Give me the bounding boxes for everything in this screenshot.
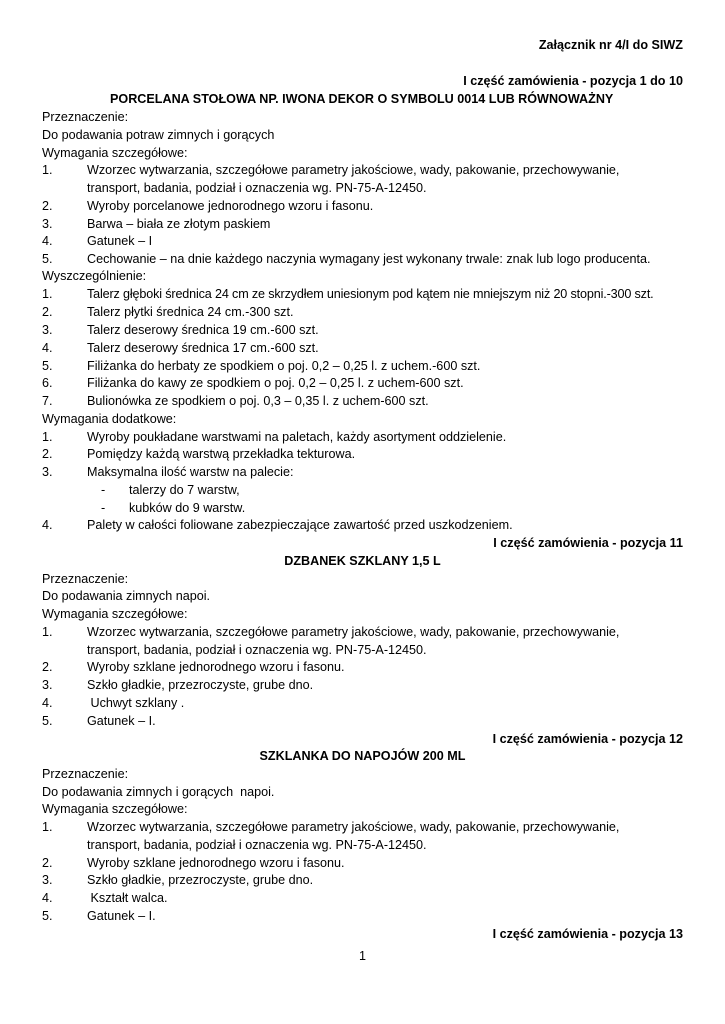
list-number: 2. [42, 660, 53, 674]
list-number: 1. [42, 430, 53, 444]
list-number: 6. [42, 376, 53, 390]
list-number: 4. [42, 341, 53, 355]
list-number: 4. [42, 891, 53, 905]
list-item: Uchwyt szklany . [87, 696, 185, 710]
list-number: 1. [42, 287, 53, 301]
list-item: Wzorzec wytwarzania, szczegółowe parametry jakościowe, wady, pakowanie, przechowywanie, [87, 820, 620, 834]
list-item: Talerz deserowy średnica 17 cm.-600 szt. [87, 341, 319, 355]
list-item: Wyroby szklane jednorodnego wzoru i fasonu. [87, 856, 345, 870]
list-item: Barwa – biała ze złotym paskiem [87, 217, 271, 231]
list-item: Talerz płytki średnica 24 cm.-300 szt. [87, 305, 294, 319]
list-item-continued: transport, badania, podział i oznaczenia wg. PN-75-A-12450. [87, 181, 427, 195]
list-item: Gatunek – I [87, 234, 153, 248]
section1-spec-label: Wyszczególnienie: [42, 269, 147, 283]
list-item: Bulionówka ze spodkiem o poj. 0,3 – 0,35 l. z uchem-600 szt. [87, 394, 429, 408]
section1-part: I część zamówienia - pozycja 1 do 10 [463, 74, 683, 88]
list-number: 3. [42, 873, 53, 887]
section1-add-label: Wymagania dodatkowe: [42, 412, 177, 426]
list-item: Talerz głęboki średnica 24 cm ze skrzydłem uniesionym pod kątem nie mniejszym niż 20 stopni.-300 szt. [87, 287, 654, 301]
page-number: 1 [358, 949, 366, 963]
list-number: 5. [42, 909, 53, 923]
list-item: Wyroby poukładane warstwami na paletach, każdy asortyment oddzielenie. [87, 430, 507, 444]
list-number: 2. [42, 305, 53, 319]
section3-purpose: Do podawania zimnych i gorących napoi. [42, 785, 275, 799]
section2-purpose: Do podawania zimnych napoi. [42, 589, 211, 603]
list-item: Cechowanie – na dnie każdego naczynia wymagany jest wykonany trwale: znak lub logo producenta. [87, 252, 651, 266]
list-item: Kształt walca. [87, 891, 168, 905]
list-number: 5. [42, 714, 53, 728]
list-item: Talerz deserowy średnica 19 cm.-600 szt. [87, 323, 319, 337]
list-number: 3. [42, 323, 53, 337]
list-number: 1. [42, 625, 53, 639]
list-item: Wyroby szklane jednorodnego wzoru i fasonu. [87, 660, 345, 674]
list-number: 4. [42, 518, 53, 532]
list-number: 1. [42, 163, 53, 177]
section1-purpose-label: Przeznaczenie: [42, 110, 129, 124]
section4-part: I część zamówienia - pozycja 13 [492, 927, 683, 941]
sub-item: kubków do 9 warstw. [129, 501, 246, 515]
list-item: Szkło gładkie, przezroczyste, grube dno. [87, 678, 314, 692]
list-number: 2. [42, 447, 53, 461]
list-number: 2. [42, 856, 53, 870]
list-item: Filiżanka do kawy ze spodkiem o poj. 0,2 – 0,25 l. z uchem-600 szt. [87, 376, 464, 390]
list-number: 4. [42, 696, 53, 710]
list-item: Gatunek – I. [87, 909, 156, 923]
section3-title: SZKLANKA DO NAPOJÓW 200 ML [259, 749, 466, 763]
section3-purpose-label: Przeznaczenie: [42, 767, 129, 781]
list-number: 3. [42, 465, 53, 479]
list-item: Gatunek – I. [87, 714, 156, 728]
section1-purpose: Do podawania potraw zimnych i gorących [42, 128, 275, 142]
sub-item: talerzy do 7 warstw, [129, 483, 240, 497]
section3-req-label: Wymagania szczegółowe: [42, 802, 188, 816]
list-item: Szkło gładkie, przezroczyste, grube dno. [87, 873, 314, 887]
list-number: 3. [42, 217, 53, 231]
list-item-continued: transport, badania, podział i oznaczenia wg. PN-75-A-12450. [87, 838, 427, 852]
list-number: 4. [42, 234, 53, 248]
list-item: Palety w całości foliowane zabezpieczające zawartość przed uszkodzeniem. [87, 518, 513, 532]
list-item: Maksymalna ilość warstw na palecie: [87, 465, 294, 479]
list-item-continued: transport, badania, podział i oznaczenia wg. PN-75-A-12450. [87, 643, 427, 657]
section1-req-label: Wymagania szczegółowe: [42, 146, 188, 160]
bullet-dash: - [101, 483, 106, 497]
list-item: Pomiędzy każdą warstwą przekładka tekturowa. [87, 447, 356, 461]
list-item: Wyroby porcelanowe jednorodnego wzoru i fasonu. [87, 199, 374, 213]
list-number: 3. [42, 678, 53, 692]
list-item: Wzorzec wytwarzania, szczegółowe parametry jakościowe, wady, pakowanie, przechowywanie, [87, 625, 620, 639]
section2-part: I część zamówienia - pozycja 11 [493, 536, 683, 550]
list-number: 2. [42, 199, 53, 213]
section1-title: PORCELANA STOŁOWA NP. IWONA DEKOR O SYMBOLU 0014 LUB RÓWNOWAŻNY [110, 92, 614, 106]
section2-title: DZBANEK SZKLANY 1,5 L [284, 554, 441, 568]
bullet-dash: - [101, 501, 106, 515]
list-item: Wzorzec wytwarzania, szczegółowe parametry jakościowe, wady, pakowanie, przechowywanie, [87, 163, 620, 177]
section2-req-label: Wymagania szczegółowe: [42, 607, 188, 621]
list-item: Filiżanka do herbaty ze spodkiem o poj. 0,2 – 0,25 l. z uchem.-600 szt. [87, 359, 481, 373]
list-number: 5. [42, 359, 53, 373]
list-number: 1. [42, 820, 53, 834]
section3-part: I część zamówienia - pozycja 12 [492, 732, 683, 746]
list-number: 7. [42, 394, 53, 408]
section2-purpose-label: Przeznaczenie: [42, 572, 129, 586]
attachment-label: Załącznik nr 4/I do SIWZ [538, 38, 683, 52]
list-number: 5. [42, 252, 53, 266]
